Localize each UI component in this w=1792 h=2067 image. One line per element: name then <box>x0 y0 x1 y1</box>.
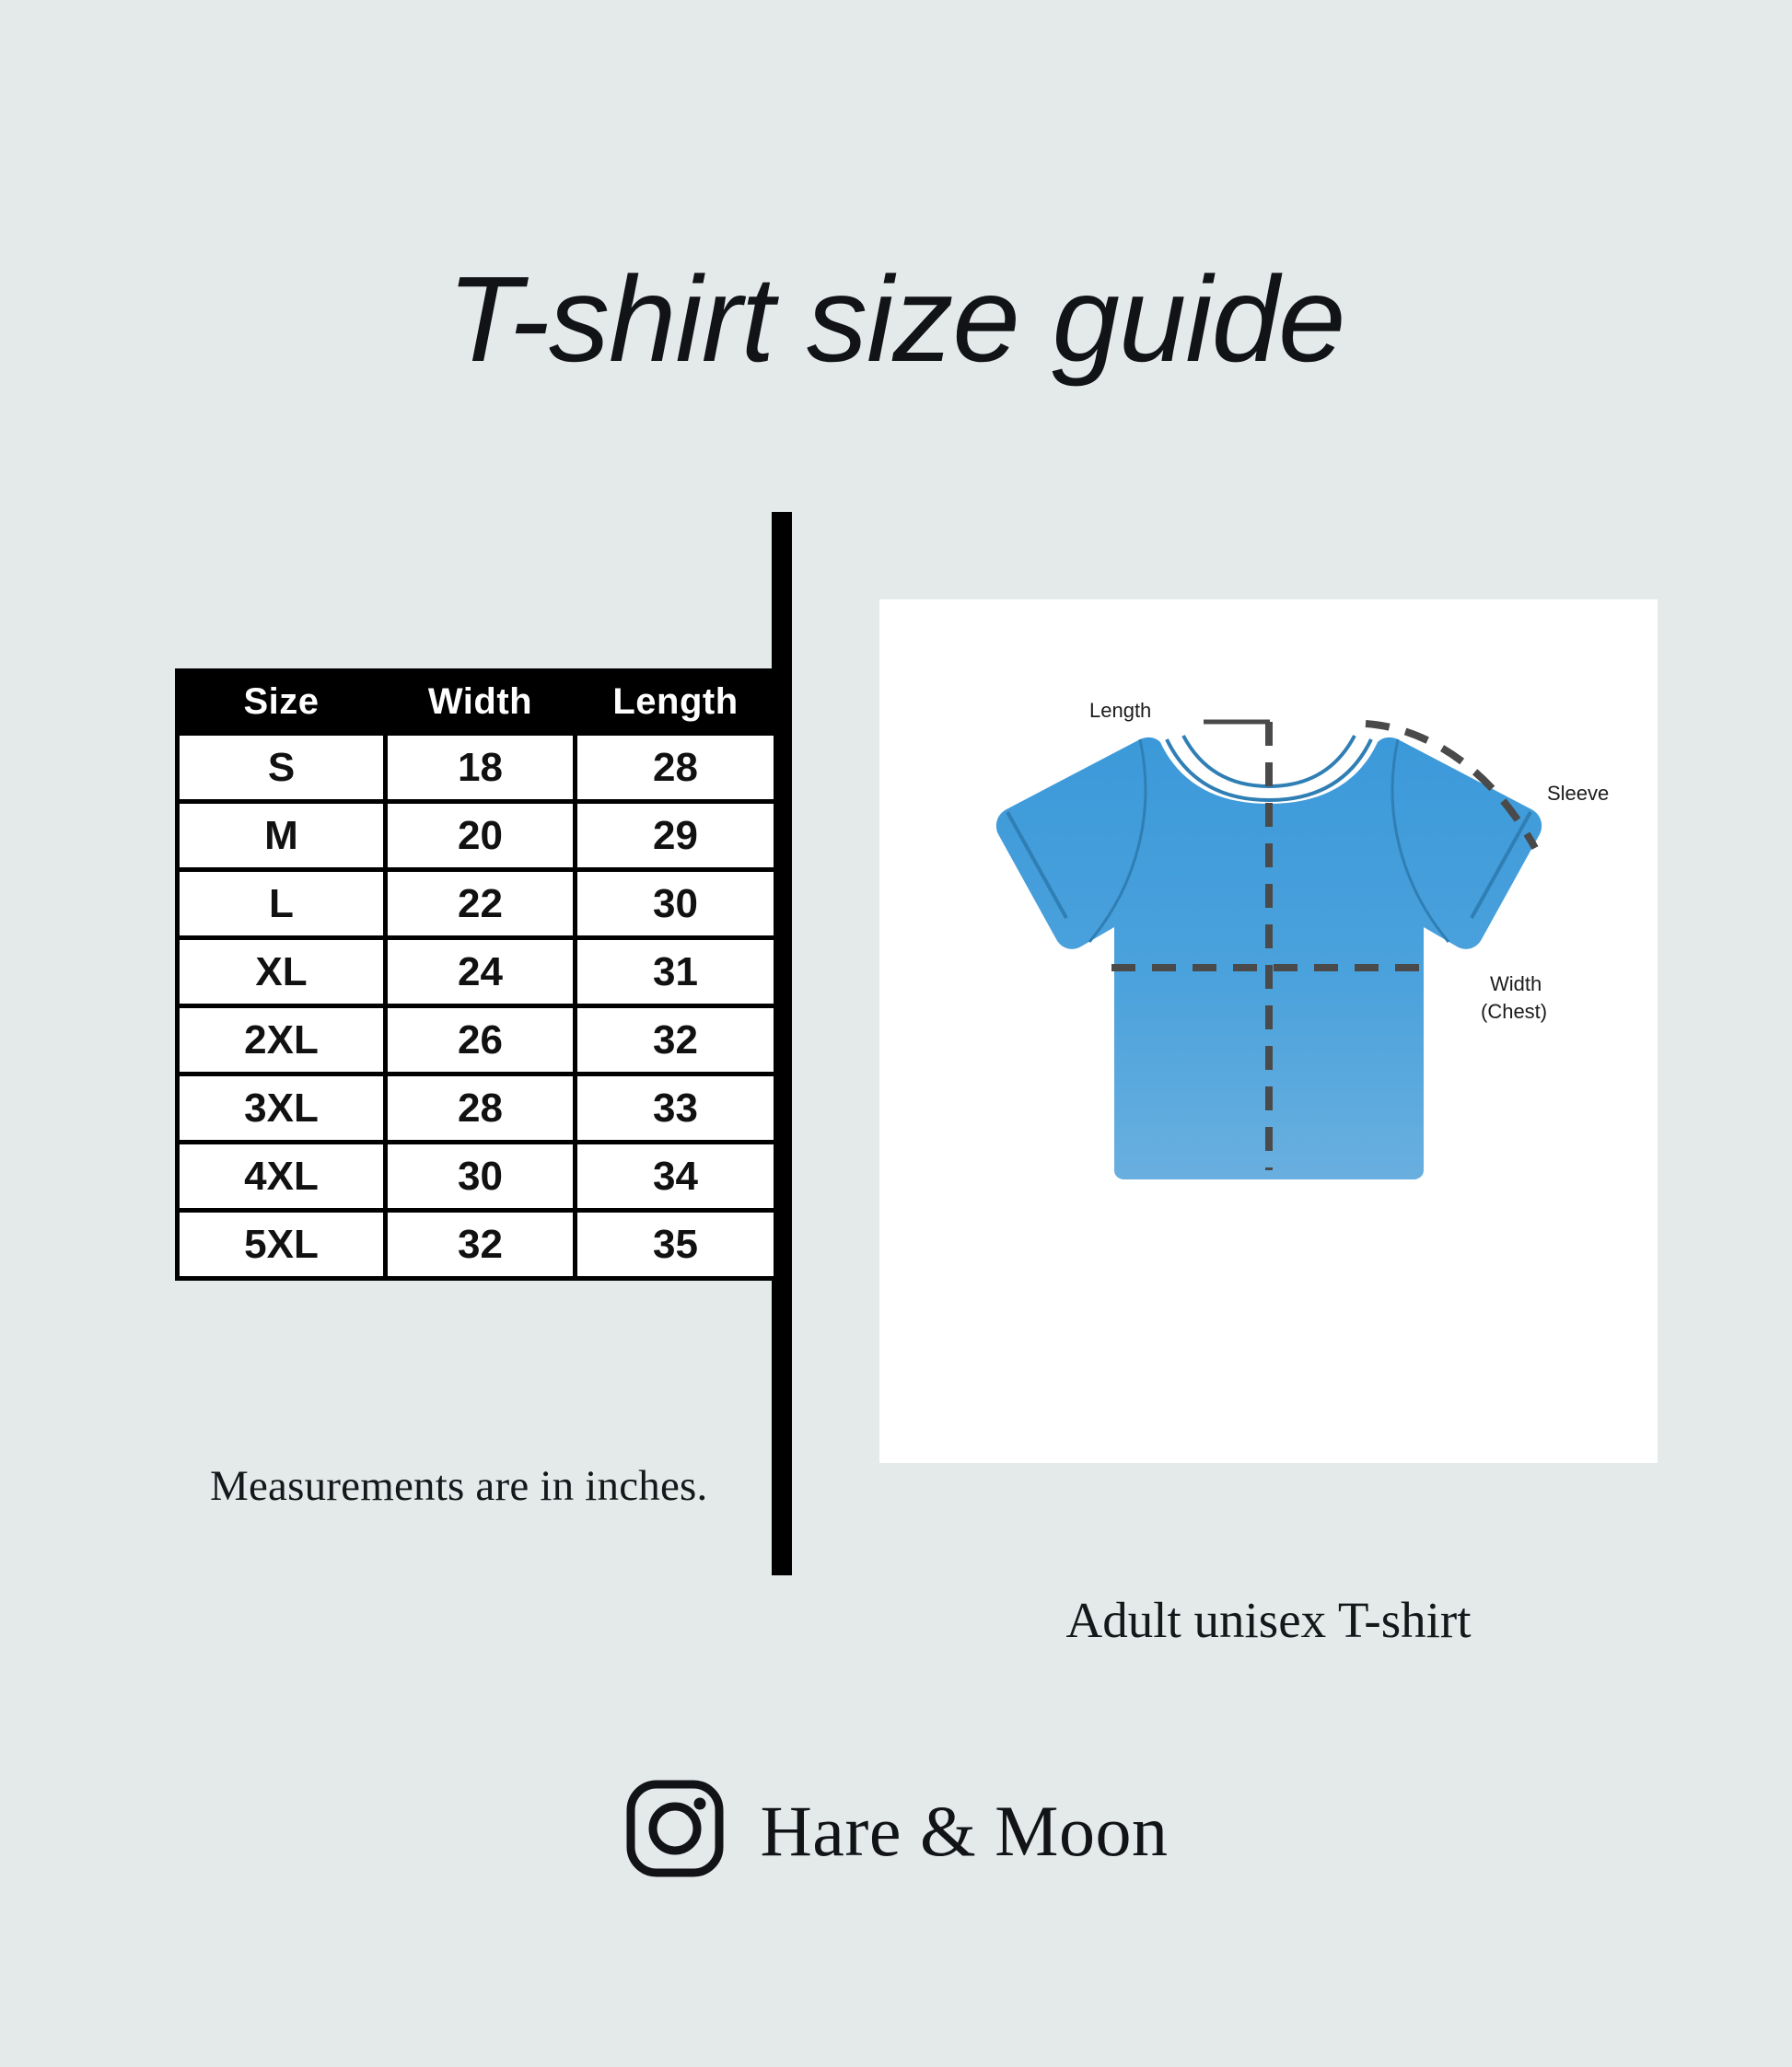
tshirt-shape <box>996 736 1542 1179</box>
column-header-length: Length <box>576 671 776 734</box>
cell-length: 28 <box>576 734 776 802</box>
cell-size: 3XL <box>178 1074 386 1143</box>
cell-length: 30 <box>576 870 776 938</box>
cell-length: 35 <box>576 1211 776 1279</box>
label-sleeve: Sleeve <box>1547 782 1610 805</box>
cell-width: 20 <box>386 802 576 870</box>
cell-size: L <box>178 870 386 938</box>
page-title: T-shirt size guide <box>447 251 1345 387</box>
brand-name: Hare & Moon <box>760 1790 1169 1871</box>
cell-width: 32 <box>386 1211 576 1279</box>
table-row <box>178 734 776 802</box>
instagram-icon[interactable] <box>623 1777 727 1885</box>
footer-brand <box>0 1777 1792 1885</box>
measurement-note: Measurements are in inches. <box>210 1462 708 1510</box>
cell-width: 26 <box>386 1006 576 1074</box>
cell-size: M <box>178 802 386 870</box>
cell-width: 30 <box>386 1143 576 1211</box>
cell-length: 33 <box>576 1074 776 1143</box>
cell-length: 31 <box>576 938 776 1006</box>
label-width: Width <box>1490 972 1542 995</box>
tshirt-diagram <box>879 599 1658 1463</box>
table-row <box>178 1211 776 1279</box>
size-table <box>175 668 778 1281</box>
cell-size: 2XL <box>178 1006 386 1074</box>
table-row <box>178 1143 776 1211</box>
column-header-size: Size <box>178 671 386 734</box>
tshirt-illustration-panel <box>879 599 1658 1463</box>
cell-length: 32 <box>576 1006 776 1074</box>
label-length: Length <box>1089 699 1152 722</box>
cell-width: 28 <box>386 1074 576 1143</box>
cell-size: XL <box>178 938 386 1006</box>
table-row <box>178 802 776 870</box>
table-row <box>178 938 776 1006</box>
illustration-caption: Adult unisex T-shirt <box>1065 1592 1472 1648</box>
size-table-container <box>175 668 774 1281</box>
table-header-row <box>178 671 776 734</box>
cell-width: 18 <box>386 734 576 802</box>
cell-width: 22 <box>386 870 576 938</box>
table-row <box>178 1006 776 1074</box>
cell-length: 34 <box>576 1143 776 1211</box>
column-header-width: Width <box>386 671 576 734</box>
table-row <box>178 870 776 938</box>
cell-size: S <box>178 734 386 802</box>
table-row <box>178 1074 776 1143</box>
cell-length: 29 <box>576 802 776 870</box>
label-width-chest: (Chest) <box>1481 1000 1548 1023</box>
cell-size: 4XL <box>178 1143 386 1211</box>
cell-size: 5XL <box>178 1211 386 1279</box>
cell-width: 24 <box>386 938 576 1006</box>
